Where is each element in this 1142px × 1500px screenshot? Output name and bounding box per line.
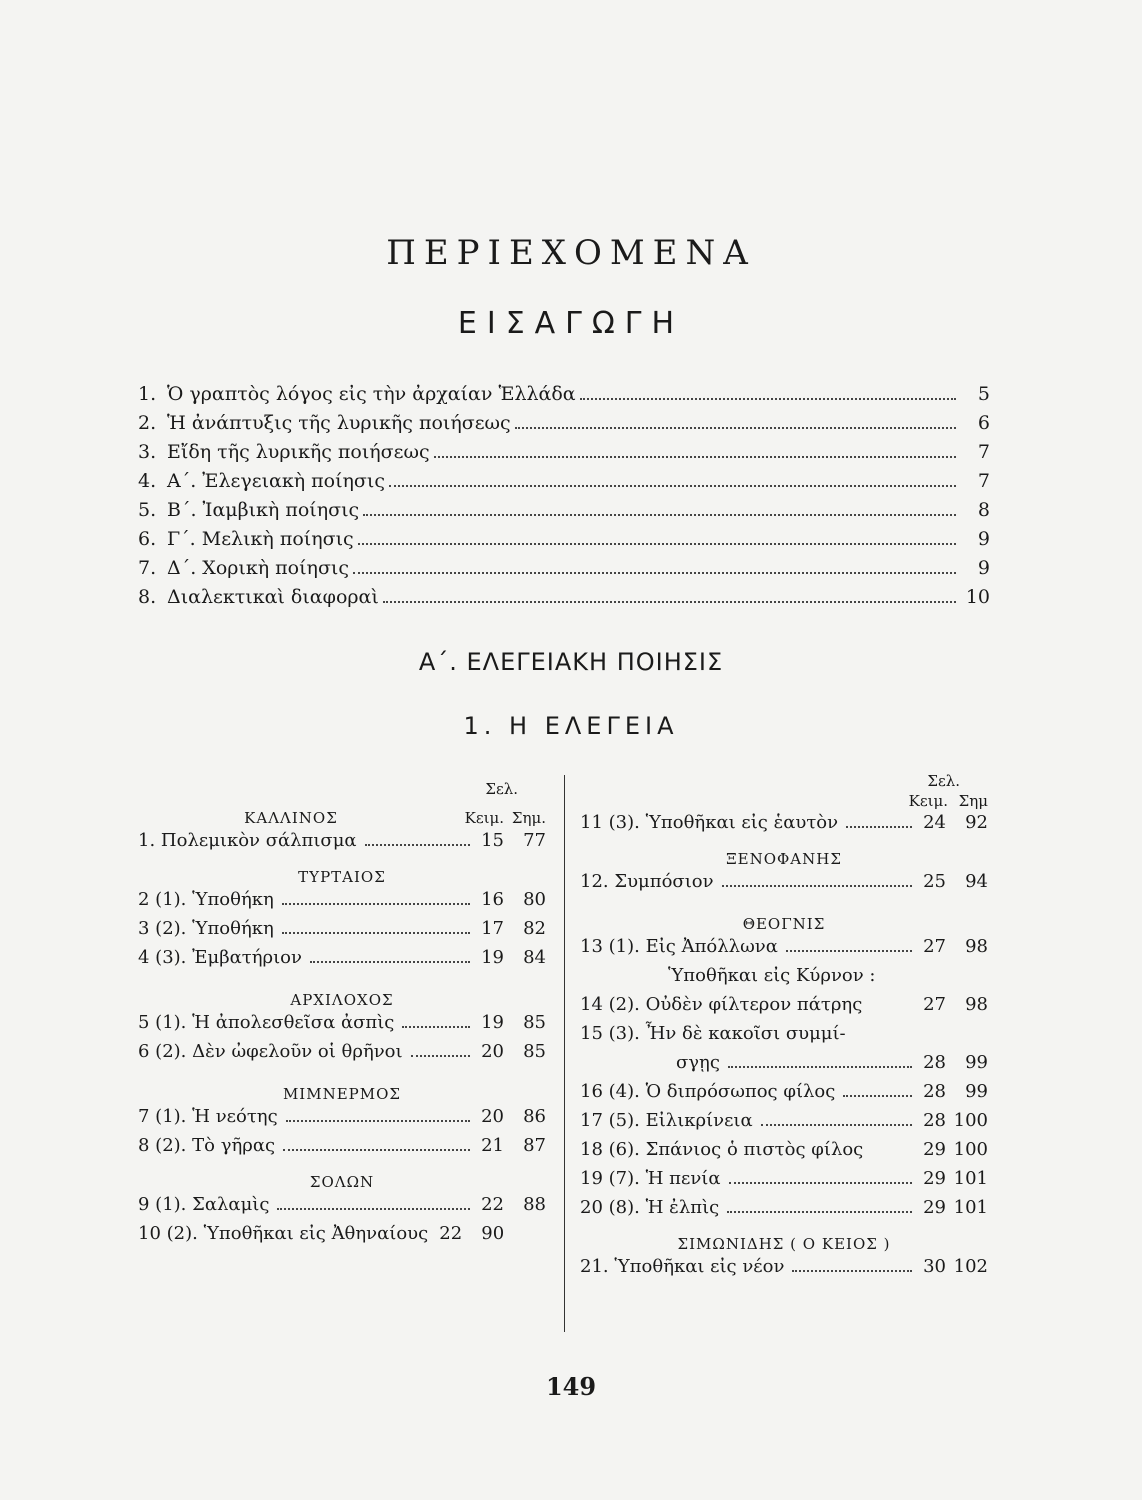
entry-keim: 22	[481, 1194, 504, 1215]
leader-dots	[383, 601, 956, 603]
entry-number: 12.	[580, 871, 609, 892]
entry-number: 21.	[580, 1256, 609, 1277]
entry-number: 4 (3).	[138, 947, 187, 968]
author-name: ΞΕΝΟΦΑΝΗΣ	[726, 850, 842, 868]
entry-number: 3 (2).	[138, 918, 187, 939]
entry-text: Ἡ πενία	[645, 1168, 721, 1189]
entry-number: 14 (2).	[580, 994, 640, 1015]
part-heading: Α΄. ΕΛΕΓΕΙΑΚΗ ΠΟΙΗΣΙΣ	[418, 648, 724, 676]
entry-text: Συμπόσιον	[614, 871, 714, 892]
item-page: 5	[977, 383, 990, 405]
entry-text: Οὐδὲν φίλτερον πάτρης	[645, 994, 863, 1015]
entry-text: Τὸ γῆρας	[192, 1135, 276, 1156]
column-subheader	[580, 792, 988, 812]
entry-sim: 86	[523, 1106, 546, 1127]
item-number: 2.	[138, 412, 157, 434]
entry-sim: 82	[523, 918, 546, 939]
entry-text: Σπάνιος ὁ πιστὸς φίλος	[645, 1139, 864, 1160]
leader-dots	[402, 1026, 470, 1028]
entry-text: Ἡ ἀπολεσθεῖσα ἀσπὶς	[192, 1012, 395, 1033]
entry-title	[138, 889, 274, 910]
entry-keim: 19	[481, 947, 504, 968]
entry-text: Πολεμικὸν σάλπισμα	[160, 830, 357, 851]
entry-sim: 87	[523, 1135, 546, 1156]
entry-text: Σαλαμὶς	[192, 1194, 270, 1215]
entry-text: Ὑποθῆκαι εἰς νέον	[614, 1256, 785, 1277]
intro-item	[138, 499, 990, 528]
entry-number: 19 (7).	[580, 1168, 640, 1189]
leader-dots	[283, 1149, 470, 1151]
leader-dots	[727, 1211, 912, 1213]
toc-entry	[138, 1106, 546, 1135]
entry-keim: 28	[923, 1110, 946, 1131]
entry-text: Ὑποθήκη	[192, 918, 274, 939]
item-number: 7.	[138, 557, 157, 579]
item-title: Ἡ ἀνάπτυξις τῆς λυρικῆς ποιήσεως	[167, 412, 511, 434]
entry-sim: 99	[965, 1052, 988, 1073]
toc-entry	[138, 947, 546, 976]
keim-label: Κειμ.	[908, 792, 948, 810]
entry-keim: 16	[481, 889, 504, 910]
author-name: ΑΡΧΙΛΟΧΟΣ	[290, 991, 394, 1009]
entry-number: 15 (3).	[580, 1023, 640, 1044]
entry-title	[138, 830, 357, 851]
toc-entry	[138, 1135, 546, 1164]
entry-number: 18 (6).	[580, 1139, 640, 1160]
entry-sim: 98	[965, 994, 988, 1015]
toc-entry	[580, 1110, 988, 1139]
entry-title	[580, 1023, 846, 1044]
entry-number: 7 (1).	[138, 1106, 187, 1127]
entry-number: 9 (1).	[138, 1194, 187, 1215]
entry-number: 16 (4).	[580, 1081, 640, 1102]
entry-keim: 29	[923, 1197, 946, 1218]
item-number: 1.	[138, 383, 157, 405]
entry-title	[138, 1041, 403, 1062]
item-number: 6.	[138, 528, 157, 550]
sel-label: Σελ.	[485, 780, 518, 798]
leader-dots	[580, 398, 956, 400]
entry-keim: 20	[481, 1041, 504, 1062]
entry-sim: 101	[953, 1197, 988, 1218]
item-number: 8.	[138, 586, 157, 608]
entry-number: 11 (3).	[580, 812, 640, 833]
leader-dots	[353, 572, 956, 574]
entry-sim: 98	[965, 936, 988, 957]
leader-dots	[843, 1095, 912, 1097]
toc-entry	[580, 812, 988, 841]
entry-title	[580, 1110, 753, 1131]
toc-entry	[580, 1139, 988, 1168]
entry-title	[138, 1106, 278, 1127]
entry-text: Ἡ νεότης	[192, 1106, 278, 1127]
leader-dots	[358, 543, 956, 545]
page-header-label	[580, 772, 988, 792]
leader-dots	[365, 844, 470, 846]
intro-item	[138, 383, 990, 412]
entry-sim: 88	[523, 1194, 546, 1215]
leader-dots	[786, 950, 912, 952]
sim-label: Σημ	[958, 792, 988, 810]
author-name: ΣΙΜΩΝΙΔΗΣ ( Ο ΚΕΙΟΣ )	[677, 1235, 891, 1253]
entry-title	[580, 1256, 784, 1277]
entry-title	[138, 918, 274, 939]
item-title: Α΄. Ἐλεγειακὴ ποίησις	[167, 470, 385, 492]
author-name: ΣΟΛΩΝ	[309, 1173, 375, 1191]
item-number: 4.	[138, 470, 157, 492]
entry-keim: 20	[481, 1106, 504, 1127]
entry-title	[580, 871, 714, 892]
toc-entry	[580, 994, 988, 1023]
right-column	[580, 772, 988, 1285]
leader-dots	[286, 1120, 470, 1122]
entry-text: Ἡ ἐλπὶς	[645, 1197, 720, 1218]
leader-dots	[846, 826, 912, 828]
toc-entry	[138, 1194, 546, 1223]
entry-title	[138, 1223, 428, 1244]
page-number: 149	[545, 1372, 597, 1401]
entry-sim: 80	[523, 889, 546, 910]
entry-title	[580, 936, 778, 957]
entry-title	[138, 1194, 269, 1215]
toc-entry-continuation	[580, 1052, 988, 1081]
left-column	[138, 780, 546, 1252]
item-page: 8	[977, 499, 990, 521]
item-page: 9	[977, 557, 990, 579]
entry-title	[138, 1012, 394, 1033]
entry-sim: 84	[523, 947, 546, 968]
toc-entry	[138, 830, 546, 859]
entry-text: Ὑποθῆκαι εἰς Κύρνον :	[668, 965, 876, 986]
intro-item	[138, 586, 990, 615]
item-page: 9	[977, 528, 990, 550]
entry-sim: 77	[523, 830, 546, 851]
item-page: 7	[977, 470, 990, 492]
entry-title	[580, 1139, 863, 1160]
entry-keim: 24	[923, 812, 946, 833]
leader-dots	[515, 427, 956, 429]
author-name: ΤΥΡΤΑΙΟΣ	[298, 868, 386, 886]
sel-label: Σελ.	[927, 772, 960, 790]
entry-keim: 22	[439, 1223, 463, 1244]
entry-number: 6 (2).	[138, 1041, 187, 1062]
toc-entry	[580, 871, 988, 900]
author-header-row	[138, 800, 546, 830]
entry-number: 13 (1).	[580, 936, 640, 957]
item-title: Β΄. Ἰαμβικὴ ποίησις	[167, 499, 360, 521]
entry-title	[580, 1081, 835, 1102]
item-title: Γ΄. Μελικὴ ποίησις	[167, 528, 354, 550]
entry-sim: 101	[953, 1168, 988, 1189]
leader-dots	[389, 485, 956, 487]
author-name: ΚΑΛΛΙΝΟΣ	[244, 809, 338, 827]
author-name: ΜΙΜΝΕΡΜΟΣ	[282, 1085, 402, 1103]
leader-dots	[729, 1182, 913, 1184]
page-header-label	[138, 780, 546, 800]
leader-dots	[363, 514, 956, 516]
toc-entry	[138, 1012, 546, 1041]
page-title: ΠΕΡΙΕΧΟΜΕΝΑ	[386, 233, 756, 273]
entry-keim: 15	[481, 830, 504, 851]
section-heading: 1. Η ΕΛΕΓΕΙΑ	[463, 712, 679, 740]
leader-dots	[728, 1066, 912, 1068]
item-title: Δ΄. Χορικὴ ποίησις	[167, 557, 350, 579]
entry-sim: 85	[523, 1012, 546, 1033]
entry-keim: 29	[923, 1139, 946, 1160]
sim-label: Σημ.	[511, 809, 546, 827]
entry-keim: 27	[923, 936, 946, 957]
leader-dots	[792, 1270, 912, 1272]
entry-title	[580, 1168, 721, 1189]
entry-keim: 28	[923, 1081, 946, 1102]
item-page: 7	[977, 441, 990, 463]
entry-title	[580, 1197, 719, 1218]
entry-text: σγῃς	[676, 1052, 720, 1073]
leader-dots	[282, 903, 470, 905]
leader-dots	[277, 1208, 470, 1210]
entry-text: Ὑποθήκη	[192, 889, 274, 910]
item-title: Εἴδη τῆς λυρικῆς ποιήσεως	[167, 441, 430, 463]
entry-sim: 90	[481, 1223, 505, 1244]
entry-number: 17 (5).	[580, 1110, 640, 1131]
toc-entry	[580, 1197, 988, 1226]
leader-dots	[411, 1055, 470, 1057]
entry-number: 20 (8).	[580, 1197, 640, 1218]
entry-title	[138, 1135, 275, 1156]
intro-heading: ΕΙΣΑΓΩΓΗ	[457, 306, 685, 341]
item-number: 3.	[138, 441, 157, 463]
entry-text: Ὑποθῆκαι εἰς Ἀθηναίους	[203, 1223, 429, 1244]
leader-dots	[434, 456, 956, 458]
entry-text: Ὑποθῆκαι εἰς ἑαυτὸν	[645, 812, 839, 833]
toc-entry	[138, 1041, 546, 1070]
leader-dots	[761, 1124, 912, 1126]
entry-text: Ὁ διπρόσωπος φίλος	[645, 1081, 836, 1102]
entry-title	[580, 994, 862, 1015]
entry-keim: 28	[923, 1052, 946, 1073]
intro-item	[138, 557, 990, 586]
entry-keim: 29	[923, 1168, 946, 1189]
leader-dots	[282, 932, 470, 934]
entry-sim: 100	[953, 1110, 988, 1131]
entry-sim: 92	[965, 812, 988, 833]
entry-text: Δὲν ὠφελοῦν οἱ θρῆνοι	[192, 1041, 403, 1062]
entry-text: Εἰς Ἀπόλλωνα	[645, 936, 778, 957]
entry-number: 1.	[138, 830, 156, 851]
entry-sim: 94	[965, 871, 988, 892]
item-title: Ὁ γραπτὸς λόγος εἰς τὴν ἀρχαίαν Ἑλλάδα	[167, 383, 576, 405]
entry-text: Ἐμβατήριον	[192, 947, 302, 968]
toc-entry	[138, 1223, 546, 1252]
column-divider	[564, 775, 565, 1332]
item-number: 5.	[138, 499, 157, 521]
entry-title	[138, 947, 302, 968]
entry-text: Ἦν δὲ κακοῖσι συμμί-	[645, 1023, 846, 1044]
leader-dots	[310, 961, 470, 963]
entry-text: Εἰλικρίνεια	[645, 1110, 753, 1131]
item-title: Διαλεκτικαὶ διαφοραὶ	[167, 586, 379, 608]
intro-item	[138, 412, 990, 441]
intro-list	[138, 383, 990, 615]
toc-entry	[580, 1081, 988, 1110]
toc-entry	[580, 1023, 988, 1052]
entry-number: 10 (2).	[138, 1223, 198, 1244]
entry-sim: 99	[965, 1081, 988, 1102]
entry-keim: 27	[923, 994, 946, 1015]
leader-dots	[722, 885, 912, 887]
author-name: ΘΕΟΓΝΙΣ	[742, 915, 826, 933]
toc-entry	[138, 889, 546, 918]
entry-number: 2 (1).	[138, 889, 187, 910]
entry-number: 5 (1).	[138, 1012, 187, 1033]
entry-keim: 30	[923, 1256, 946, 1277]
entry-title	[580, 812, 838, 833]
item-page: 10	[965, 586, 990, 608]
toc-entry	[580, 936, 988, 965]
toc-entry	[138, 918, 546, 947]
toc-subheading	[580, 965, 988, 994]
toc-entry	[580, 1168, 988, 1197]
entry-number: 8 (2).	[138, 1135, 187, 1156]
entry-keim: 21	[481, 1135, 504, 1156]
entry-sim: 85	[523, 1041, 546, 1062]
entry-keim: 25	[923, 871, 946, 892]
item-page: 6	[977, 412, 990, 434]
keim-label: Κειμ.	[464, 809, 504, 827]
intro-item	[138, 528, 990, 557]
entry-sim: 100	[953, 1139, 988, 1160]
entry-keim: 17	[481, 918, 504, 939]
toc-entry	[580, 1256, 988, 1285]
intro-item	[138, 441, 990, 470]
entry-keim: 19	[481, 1012, 504, 1033]
intro-item	[138, 470, 990, 499]
entry-sim: 102	[953, 1256, 988, 1277]
